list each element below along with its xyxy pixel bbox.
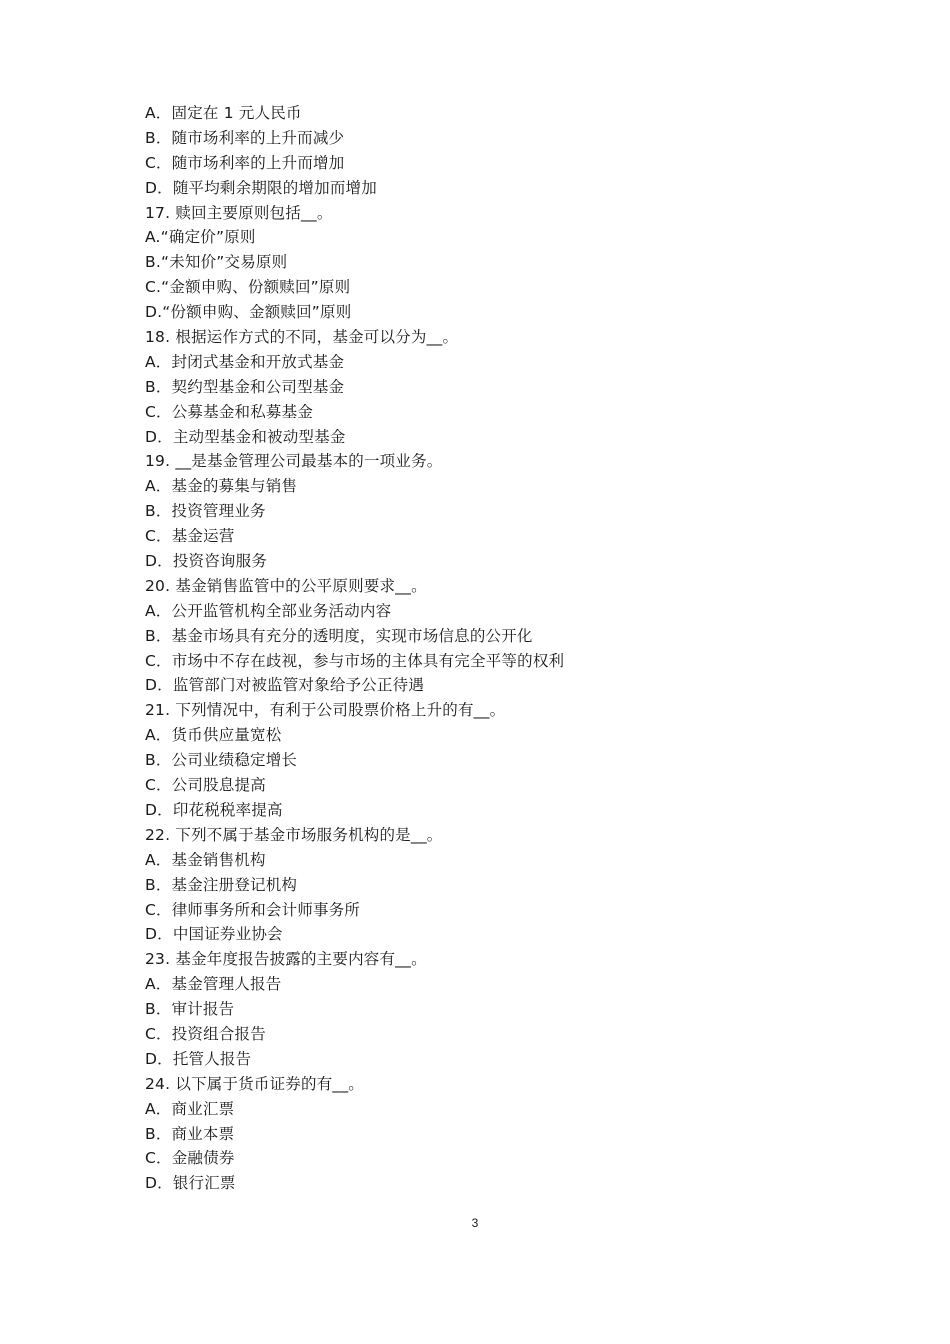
option-d-line: D.“份额申购、金额赎回”原则 bbox=[145, 303, 352, 322]
option-c-line: C．基金运营 bbox=[145, 527, 235, 546]
option-b-line: B．公司业绩稳定增长 bbox=[145, 751, 298, 770]
option-a-line: A．基金的募集与销售 bbox=[145, 477, 298, 496]
option-a-line: A．基金管理人报告 bbox=[145, 975, 282, 994]
page-body bbox=[145, 101, 825, 1196]
page-number: 3 bbox=[471, 1216, 479, 1230]
question-21: 21. 下列情况中，有利于公司股票价格上升的有__。 bbox=[145, 701, 506, 720]
option-d-line: D．监管部门对被监管对象给予公正待遇 bbox=[145, 676, 425, 695]
option-b-line: B．商业本票 bbox=[145, 1124, 235, 1143]
option-b-line: B．投资管理业务 bbox=[145, 502, 266, 521]
question-23: 23. 基金年度报告披露的主要内容有__。 bbox=[145, 950, 427, 969]
option-a-line: A．固定在 1 元人民币 bbox=[145, 104, 302, 122]
question-19: 19. __是基金管理公司最基本的一项业务。 bbox=[145, 452, 443, 471]
question-17: 17. 赎回主要原则包括__。 bbox=[145, 203, 333, 222]
option-c-line: C．随市场利率的上升而增加 bbox=[145, 153, 345, 172]
option-d-line: D．印花税税率提高 bbox=[145, 800, 283, 819]
option-c-line: C．公司股息提高 bbox=[145, 776, 266, 795]
question-24: 24. 以下属于货币证券的有__。 bbox=[145, 1074, 364, 1093]
question-18: 18. 根据运作方式的不同，基金可以分为__。 bbox=[145, 328, 459, 347]
option-b-line: B．契约型基金和公司型基金 bbox=[145, 377, 345, 396]
question-20: 20. 基金销售监管中的公平原则要求__。 bbox=[145, 576, 427, 595]
option-a-line: A．封闭式基金和开放式基金 bbox=[145, 352, 345, 371]
option-a-line: A．货币供应量宽松 bbox=[145, 726, 282, 745]
option-d-line: D．主动型基金和被动型基金 bbox=[145, 427, 346, 446]
option-d-line: D．银行汇票 bbox=[145, 1174, 236, 1193]
option-b-line: B．基金市场具有充分的透明度，实现市场信息的公开化 bbox=[145, 626, 533, 645]
option-d-line: D．随平均剩余期限的增加而增加 bbox=[145, 178, 377, 197]
question-22: 22. 下列不属于基金市场服务机构的是__。 bbox=[145, 825, 443, 844]
option-b-line: B．随市场利率的上升而减少 bbox=[145, 128, 345, 147]
option-b-line: B．审计报告 bbox=[145, 1000, 235, 1019]
option-c-line: C．金融债券 bbox=[145, 1149, 235, 1168]
option-a-line: A．公开监管机构全部业务活动内容 bbox=[145, 601, 392, 620]
option-d-line: D．托管人报告 bbox=[145, 1049, 252, 1068]
option-c-line: C．市场中不存在歧视，参与市场的主体具有完全平等的权利 bbox=[145, 651, 565, 670]
option-c-line: C．公募基金和私募基金 bbox=[145, 402, 314, 421]
option-c-line: C.“金额申购、份额赎回”原则 bbox=[145, 278, 351, 297]
option-b-line: B.“未知价”交易原则 bbox=[145, 253, 288, 272]
option-a-line: A．商业汇票 bbox=[145, 1099, 235, 1118]
option-a-line: A．基金销售机构 bbox=[145, 850, 266, 869]
option-a-line: A.“确定价”原则 bbox=[145, 228, 256, 247]
option-b-line: B．基金注册登记机构 bbox=[145, 875, 298, 894]
option-c-line: C．投资组合报告 bbox=[145, 1024, 266, 1043]
option-d-line: D．投资咨询服务 bbox=[145, 552, 268, 571]
option-d-line: D．中国证券业协会 bbox=[145, 925, 283, 944]
option-c-line: C．律师事务所和会计师事务所 bbox=[145, 900, 361, 919]
